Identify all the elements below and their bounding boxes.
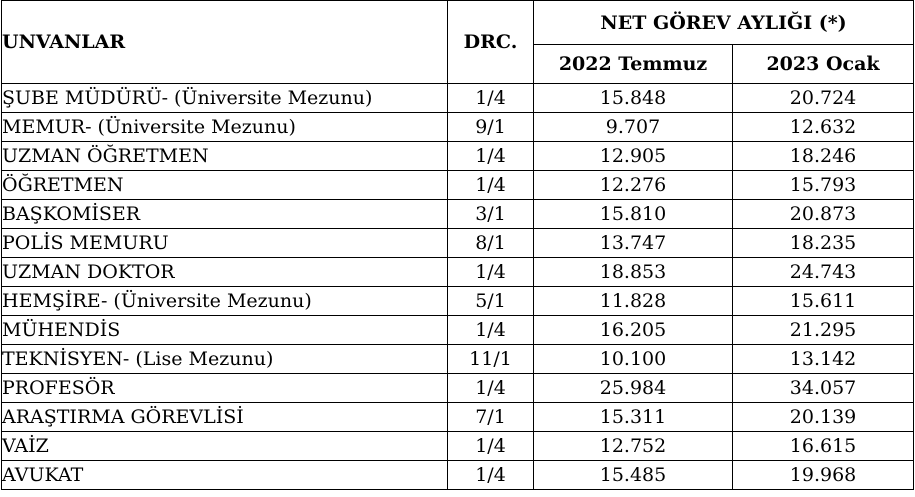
cell-title: UZMAN DOKTOR bbox=[2, 258, 448, 287]
table-header bbox=[2, 1, 914, 84]
table-row bbox=[2, 432, 914, 461]
table-row bbox=[2, 84, 914, 113]
cell-grade: 1/4 bbox=[448, 432, 534, 461]
table-row bbox=[2, 403, 914, 432]
cell-net-salary-2022: 15.485 bbox=[534, 461, 733, 490]
cell-title: ÖĞRETMEN bbox=[2, 171, 448, 200]
cell-net-salary-2023: 20.724 bbox=[733, 84, 914, 113]
cell-net-salary-2022: 11.828 bbox=[534, 287, 733, 316]
table-row bbox=[2, 142, 914, 171]
cell-title: UZMAN ÖĞRETMEN bbox=[2, 142, 448, 171]
cell-grade: 5/1 bbox=[448, 287, 534, 316]
cell-title: MEMUR- (Üniversite Mezunu) bbox=[2, 113, 448, 142]
table-row bbox=[2, 374, 914, 403]
cell-grade: 1/4 bbox=[448, 171, 534, 200]
cell-net-salary-2023: 12.632 bbox=[733, 113, 914, 142]
cell-title: HEMŞİRE- (Üniversite Mezunu) bbox=[2, 287, 448, 316]
cell-title: PROFESÖR bbox=[2, 374, 448, 403]
cell-title: BAŞKOMİSER bbox=[2, 200, 448, 229]
cell-title: MÜHENDİS bbox=[2, 316, 448, 345]
table-row bbox=[2, 316, 914, 345]
cell-grade: 3/1 bbox=[448, 200, 534, 229]
table-row bbox=[2, 258, 914, 287]
cell-net-salary-2023: 15.793 bbox=[733, 171, 914, 200]
table-row bbox=[2, 200, 914, 229]
table-row bbox=[2, 229, 914, 258]
table-row bbox=[2, 461, 914, 490]
table-body bbox=[2, 84, 914, 490]
cell-net-salary-2022: 15.311 bbox=[534, 403, 733, 432]
header-year-2022: 2022 Temmuz bbox=[534, 45, 733, 84]
cell-net-salary-2023: 24.743 bbox=[733, 258, 914, 287]
header-grade-column: DRC. bbox=[448, 1, 534, 84]
cell-net-salary-2023: 34.057 bbox=[733, 374, 914, 403]
header-year-2023: 2023 Ocak bbox=[733, 45, 914, 84]
cell-grade: 7/1 bbox=[448, 403, 534, 432]
cell-net-salary-2023: 15.611 bbox=[733, 287, 914, 316]
cell-grade: 9/1 bbox=[448, 113, 534, 142]
cell-net-salary-2023: 18.246 bbox=[733, 142, 914, 171]
cell-net-salary-2022: 15.848 bbox=[534, 84, 733, 113]
table-row bbox=[2, 171, 914, 200]
cell-grade: 1/4 bbox=[448, 258, 534, 287]
cell-net-salary-2023: 13.142 bbox=[733, 345, 914, 374]
cell-net-salary-2023: 21.295 bbox=[733, 316, 914, 345]
cell-net-salary-2023: 18.235 bbox=[733, 229, 914, 258]
cell-grade: 1/4 bbox=[448, 461, 534, 490]
cell-grade: 11/1 bbox=[448, 345, 534, 374]
cell-grade: 8/1 bbox=[448, 229, 534, 258]
cell-net-salary-2022: 12.276 bbox=[534, 171, 733, 200]
header-row-top bbox=[2, 1, 914, 45]
cell-grade: 1/4 bbox=[448, 142, 534, 171]
cell-grade: 1/4 bbox=[448, 374, 534, 403]
cell-title: TEKNİSYEN- (Lise Mezunu) bbox=[2, 345, 448, 374]
table-row bbox=[2, 345, 914, 374]
table-row bbox=[2, 113, 914, 142]
table-row bbox=[2, 287, 914, 316]
cell-net-salary-2023: 16.615 bbox=[733, 432, 914, 461]
salary-table bbox=[1, 0, 914, 490]
header-title-column: UNVANLAR bbox=[2, 1, 448, 84]
cell-net-salary-2023: 19.968 bbox=[733, 461, 914, 490]
cell-title: POLİS MEMURU bbox=[2, 229, 448, 258]
cell-net-salary-2023: 20.873 bbox=[733, 200, 914, 229]
cell-title: VAİZ bbox=[2, 432, 448, 461]
cell-grade: 1/4 bbox=[448, 316, 534, 345]
cell-net-salary-2022: 12.752 bbox=[534, 432, 733, 461]
cell-net-salary-2022: 13.747 bbox=[534, 229, 733, 258]
cell-title: ŞUBE MÜDÜRÜ- (Üniversite Mezunu) bbox=[2, 84, 448, 113]
cell-net-salary-2022: 9.707 bbox=[534, 113, 733, 142]
cell-title: ARAŞTIRMA GÖREVLİSİ bbox=[2, 403, 448, 432]
cell-net-salary-2022: 12.905 bbox=[534, 142, 733, 171]
header-net-salary-group: NET GÖREV AYLIĞI (*) bbox=[534, 1, 914, 45]
cell-net-salary-2022: 25.984 bbox=[534, 374, 733, 403]
cell-title: AVUKAT bbox=[2, 461, 448, 490]
cell-grade: 1/4 bbox=[448, 84, 534, 113]
cell-net-salary-2022: 18.853 bbox=[534, 258, 733, 287]
cell-net-salary-2022: 15.810 bbox=[534, 200, 733, 229]
cell-net-salary-2022: 16.205 bbox=[534, 316, 733, 345]
cell-net-salary-2023: 20.139 bbox=[733, 403, 914, 432]
cell-net-salary-2022: 10.100 bbox=[534, 345, 733, 374]
